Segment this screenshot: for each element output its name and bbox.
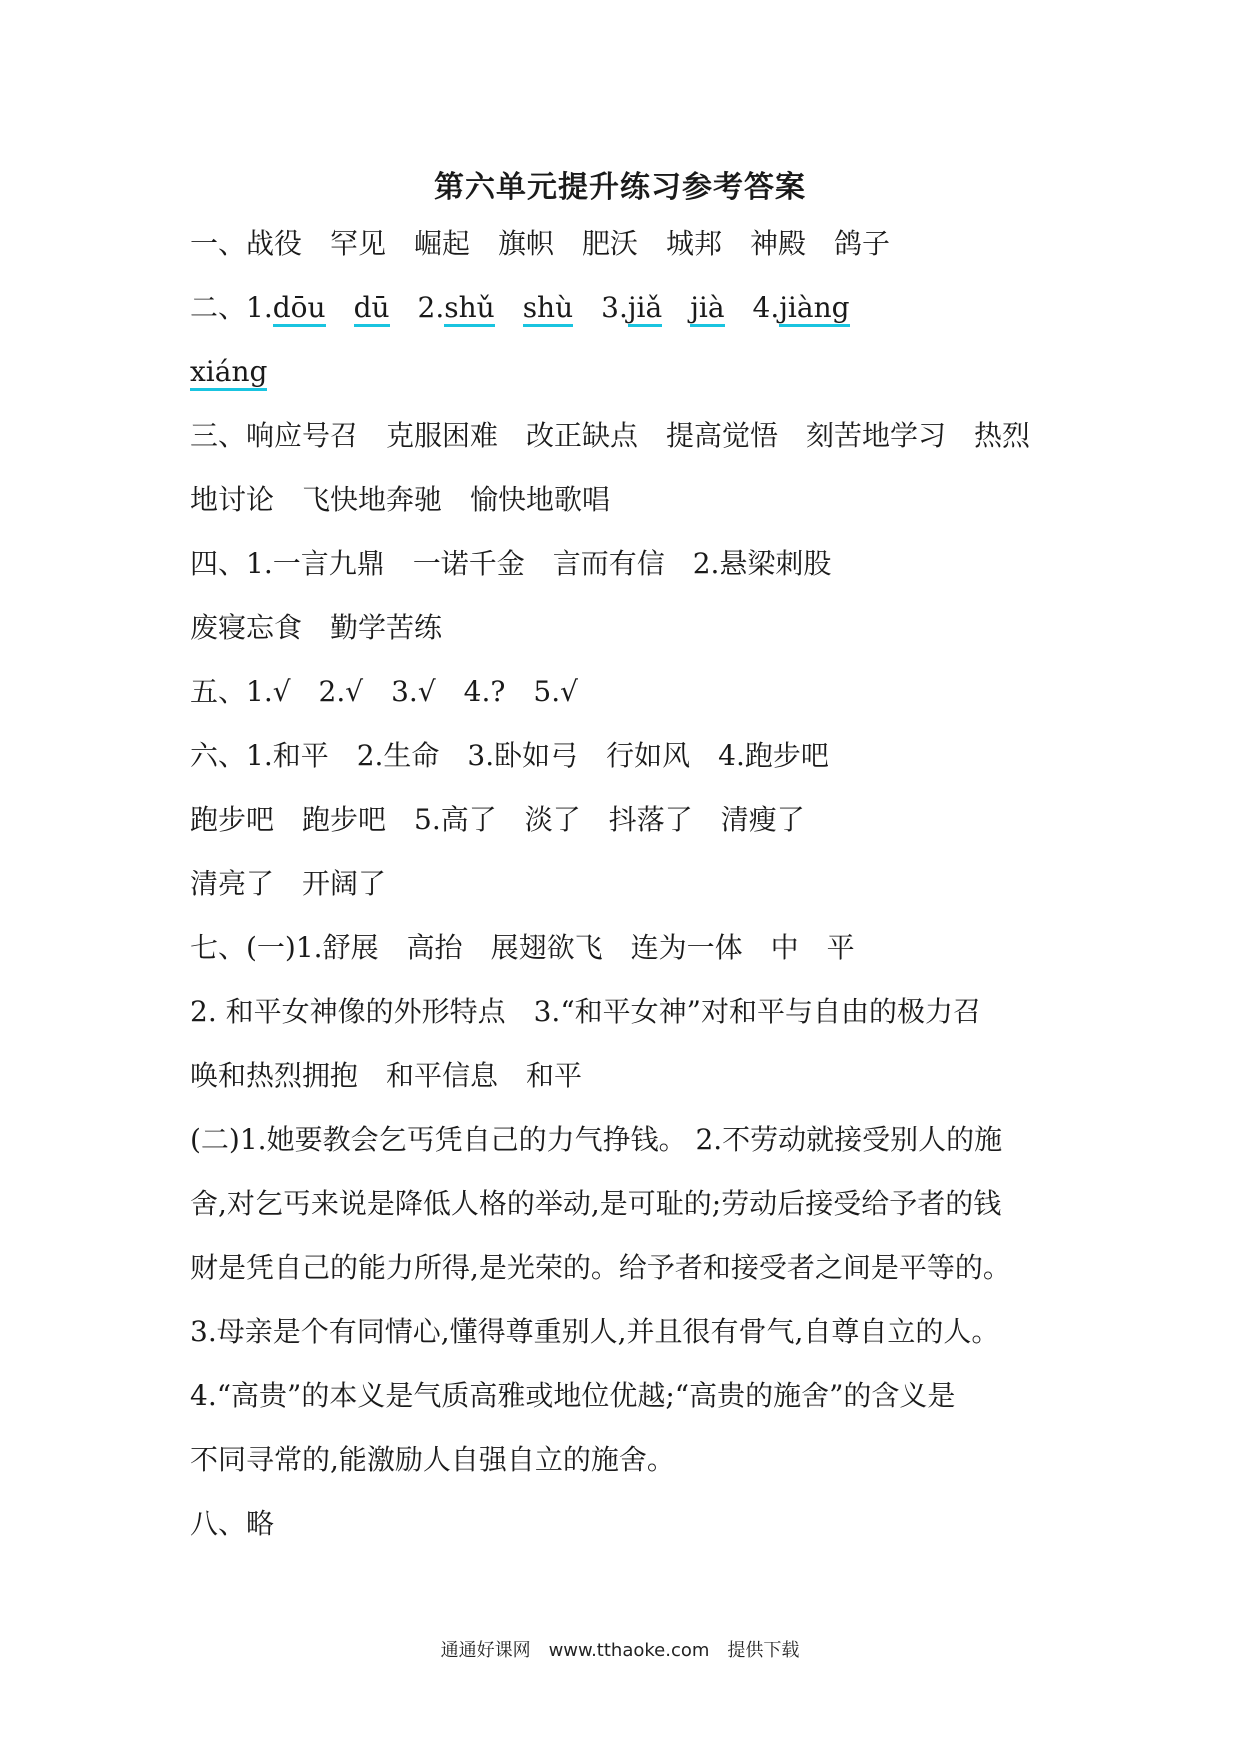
answer-section-5: 五、1.√ 2.√ 3.√ 4.? 5.√ <box>190 675 578 708</box>
answer-section-6-line-2: 跑步吧 跑步吧 5.高了 淡了 抖落了 清瘦了 <box>190 803 805 836</box>
answer-section-2 <box>190 288 1090 328</box>
answer-section-7b-line-3: 财是凭自己的能力所得,是光荣的。给予者和接受者之间是平等的。 <box>190 1251 1011 1284</box>
answer-section-7b-line-6: 不同寻常的,能激励人自强自立的施舍。 <box>190 1443 675 1476</box>
pinyin-answer: jiàng <box>779 293 849 327</box>
pinyin-answer: dōu <box>273 293 326 327</box>
pinyin-answer: jià <box>690 293 724 327</box>
answer-section-7a-line-2: 2. 和平女神像的外形特点 3.“和平女神”对和平与自由的极力召 <box>190 995 981 1028</box>
answer-section-3-line-2: 地讨论 飞快地奔驰 愉快地歌唱 <box>190 483 611 516</box>
pinyin-answer: shù <box>523 293 573 327</box>
pinyin-answer: dū <box>354 293 390 327</box>
answer-section-3-line-1: 三、响应号召 克服困难 改正缺点 提高觉悟 刻苦地学习 热烈 <box>190 419 1031 452</box>
answer-section-7a-line-3: 唤和热烈拥抱 和平信息 和平 <box>190 1059 583 1092</box>
pinyin-answer: jiǎ <box>628 293 662 327</box>
item-number: 4. <box>752 291 780 324</box>
answer-section-7b-line-1: (二)1.她要教会乞丐凭自己的力气挣钱。 2.不劳动就接受别人的施 <box>190 1123 1003 1156</box>
page-title: 第六单元提升练习参考答案 <box>434 170 806 205</box>
item-number: 2. <box>417 291 445 324</box>
answer-section-4-line-2: 废寝忘食 勤学苦练 <box>190 611 443 644</box>
pinyin-answer: shǔ <box>444 293 494 327</box>
item-number: 1. <box>246 291 273 324</box>
footer-credit: 通通好课网 www.tthaoke.com 提供下载 <box>440 1640 800 1661</box>
answer-section-6-line-3: 清亮了 开阔了 <box>190 867 387 900</box>
item-number: 3. <box>601 291 628 324</box>
answer-section-7b-line-4: 3.母亲是个有同情心,懂得尊重别人,并且很有骨气,自尊自立的人。 <box>190 1315 1000 1348</box>
answer-section-6-line-1: 六、1.和平 2.生命 3.卧如弓 行如风 4.跑步吧 <box>190 739 829 772</box>
answer-section-7a-line-1: 七、(一)1.舒展 高抬 展翅欲飞 连为一体 中 平 <box>190 931 855 964</box>
answer-section-7b-line-5: 4.“高贵”的本义是气质高雅或地位优越;“高贵的施舍”的含义是 <box>190 1379 956 1412</box>
answer-section-1: 一、战役 罕见 崛起 旗帜 肥沃 城邦 神殿 鸽子 <box>190 227 891 260</box>
answer-section-4-line-1: 四、1.一言九鼎 一诺千金 言而有信 2.悬梁刺股 <box>190 547 832 580</box>
answer-section-8: 八、略 <box>190 1507 275 1540</box>
answer-section-7b-line-2: 舍,对乞丐来说是降低人格的举动,是可耻的;劳动后接受给予者的钱 <box>190 1187 1002 1220</box>
answer-section-2-cont <box>190 352 1090 392</box>
section-2-prefix: 二、 <box>190 291 247 324</box>
pinyin-answer: xiáng <box>190 357 267 391</box>
